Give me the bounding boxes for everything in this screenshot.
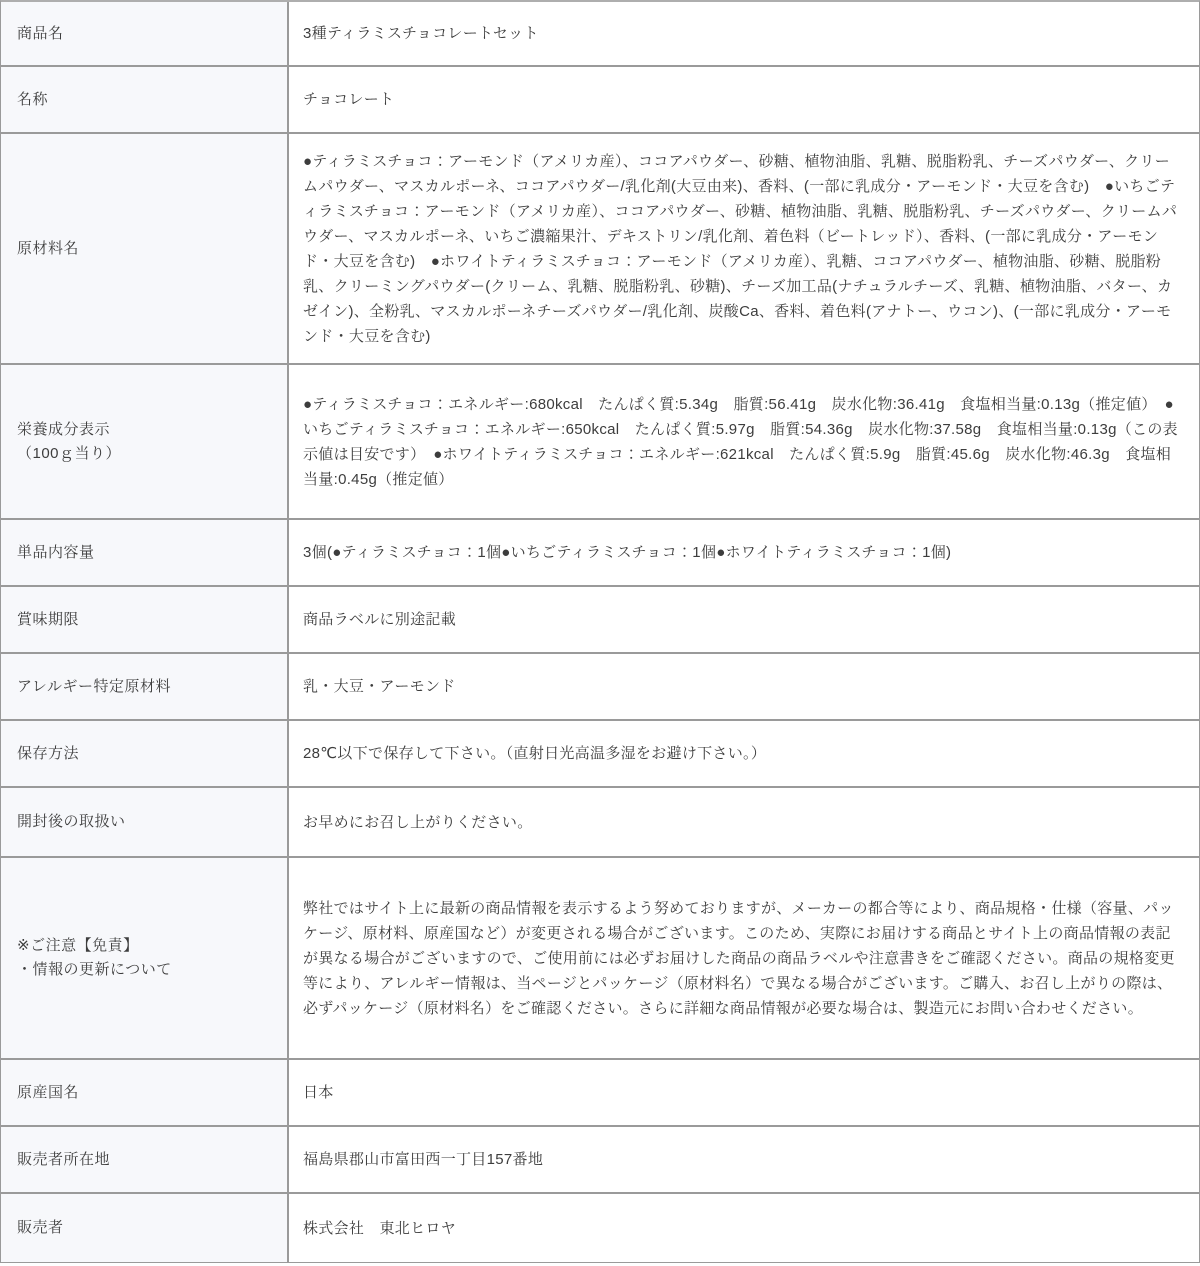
row-value-text: 3個(●ティラミスチョコ：1個●いちごティラミスチョコ：1個●ホワイトティラミスチョコ：1個): [303, 544, 952, 561]
row-label: [1, 67, 289, 132]
row-label: [1, 134, 289, 363]
row-value: [289, 1127, 1199, 1192]
row-value: [289, 134, 1199, 363]
row-label-text: 栄養成分表示: [17, 420, 111, 438]
table-row-product-name: [1, 2, 1199, 67]
row-label-text: 単品内容量: [17, 543, 95, 561]
row-value-text: 商品ラベルに別途記載: [303, 611, 457, 628]
row-value: [289, 654, 1199, 719]
table-row-storage: [1, 721, 1199, 788]
row-value: [289, 520, 1199, 585]
row-label-text: 開封後の取扱い: [17, 813, 126, 830]
row-label: [1, 2, 289, 65]
row-value: [289, 365, 1199, 518]
row-label-text-line2: ・情報の更新について: [17, 961, 172, 978]
row-label-text: 名称: [17, 90, 49, 108]
table-row-after-opening: [1, 788, 1199, 858]
table-row-allergens: [1, 654, 1199, 721]
row-label-text: 原産国名: [17, 1083, 80, 1101]
row-value: [289, 67, 1199, 132]
row-label: [1, 365, 289, 518]
row-label-text: 販売者: [17, 1219, 64, 1236]
row-value-text: 日本: [303, 1084, 334, 1101]
row-label-text: 保存方法: [17, 744, 80, 762]
row-value-text: 弊社ではサイト上に最新の商品情報を表示するよう努めておりますが、メーカーの都合等により、商品規格・仕様（容量、パッケージ、原材料、原産国など）が変更される場合がございます。このため、実際にお届けする商品とサイト上の商品情報の表記が異なる場合がございますので、ご使用前には必ずお届けした商品の商品ラベルや注意書きをご確認ください。商品の規格変更等により、アレルギー情報は、当ページとパッケージ（原材料名）で異なる場合がございます。ご購入、お召し上がりの際は、必ずパッケージ（原材料名）をご確認ください。さらに詳細な商品情報が必要な場合は、製造元にお問い合わせください。: [303, 899, 1175, 1017]
row-value-text: ●ティラミスチョコ：アーモンド（アメリカ産）、ココアパウダー、砂糖、植物油脂、乳糖、脱脂粉乳、チーズパウダー、クリームパウダー、マスカルポーネ、ココアパウダー/乳化剤(大豆由来)、香料、(一部に乳成分・アーモンド・大豆を含む) ●いちごティラミスチョコ：アーモンド（アメリカ産）、ココアパウダー、砂糖、植物油脂、乳糖、脱脂粉乳、チーズパウダー、クリームパウダー、マスカルポーネ、いちご濃縮果汁、デキストリン/乳化剤、着色料（ビートレッド）、香料、(一部に乳成分・アーモンド・大豆を含む) ●ホワイトティラミスチョコ：アーモンド（アメリカ産）、乳糖、ココアパウダー、植物油脂、砂糖、脱脂粉乳、クリーミングパウダー(クリーム、乳糖、脱脂粉乳、砂糖)、チーズ加工品(ナチュラルチーズ、乳糖、植物油脂、バター、カゼイン)、全粉乳、マスカルポーネチーズパウダー/乳化剤、炭酸Ca、香料、着色料(アナトー、ウコン)、(一部に乳成分・アーモンド・大豆を含む): [303, 152, 1178, 345]
row-value-text: ●ティラミスチョコ：エネルギー:680kcal たんぱく質:5.34g 脂質:56.41g 炭水化物:36.41g 食塩相当量:0.13g（推定値） ●いちごティラミスチョコ：エネルギー:650kcal たんぱく質:5.97g 脂質:54.36g 炭水化物:37.58g 食塩相当量:0.13g（この表示値は目安です） ●ホワイトティラミスチョコ：エネルギー:621kcal たんぱく質:5.9g 脂質:45.6g 炭水化物:46.3g 食塩相当量:0.45g（推定値）: [303, 395, 1178, 488]
row-value: [289, 1194, 1199, 1262]
row-label-text: アレルギー特定原材料: [17, 677, 172, 695]
table-row-seller: [1, 1194, 1199, 1262]
table-row-disclaimer: [1, 858, 1199, 1060]
row-value-text: 28℃以下で保存して下さい。（直射日光高温多湿をお避け下さい。）: [303, 745, 767, 762]
row-value-text: 福島県郡山市富田西一丁目157番地: [303, 1151, 544, 1168]
row-value: [289, 788, 1199, 856]
row-label: [1, 1194, 289, 1262]
row-label-text: 原材料名: [17, 239, 80, 257]
table-row-generic-name: [1, 67, 1199, 134]
row-value-text: 乳・大豆・アーモンド: [303, 678, 456, 695]
table-row-nutrition: [1, 365, 1199, 520]
table-row-best-before: [1, 587, 1199, 654]
row-value: [289, 1060, 1199, 1125]
row-label-text-line2: （100ｇ当り）: [17, 444, 122, 462]
row-label: [1, 654, 289, 719]
row-label: [1, 788, 289, 856]
row-label: [1, 1060, 289, 1125]
row-value-text: 3種ティラミスチョコレートセット: [303, 25, 539, 42]
row-label-text: 賞味期限: [17, 610, 80, 628]
row-value: [289, 2, 1199, 65]
row-value: [289, 858, 1199, 1058]
row-value-text: お早めにお召し上がりください。: [303, 813, 533, 831]
table-row-seller-address: [1, 1127, 1199, 1194]
row-value-text: チョコレート: [303, 91, 395, 108]
row-label-text: ※ご注意【免責】: [17, 937, 139, 954]
table-row-ingredients: [1, 134, 1199, 365]
table-row-country-of-origin: [1, 1060, 1199, 1127]
row-label: [1, 721, 289, 786]
row-label: [1, 520, 289, 585]
table-row-unit-contents: [1, 520, 1199, 587]
row-value: [289, 587, 1199, 652]
row-label: [1, 587, 289, 652]
row-value-text: 株式会社 東北ヒロヤ: [303, 1219, 457, 1237]
row-label-text: 商品名: [17, 24, 64, 42]
row-label: [1, 858, 289, 1058]
row-value: [289, 721, 1199, 786]
row-label-text: 販売者所在地: [17, 1150, 111, 1168]
row-label: [1, 1127, 289, 1192]
